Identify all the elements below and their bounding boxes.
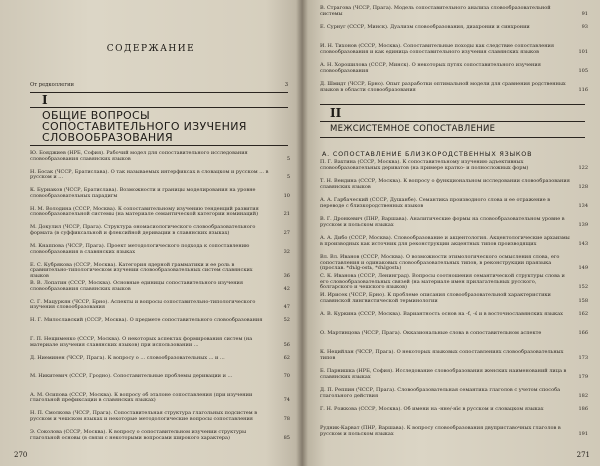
right-page xyxy=(302,0,600,466)
toc-entry-text: А. В. Куркина (СССР, Москва). Вариантность основ на -ť, -ś и в восточнославянских языках xyxy=(320,311,563,317)
section-title-line-1: ОБЩИЕ ВОПРОСЫ xyxy=(42,109,150,122)
toc-entry-text: Г. Н. Рожкова (СССР, Москва). Об имени на -нне/-нїє в русском и словацком языках xyxy=(320,406,544,412)
toc-entry-text: Н. Г. Милославский (СССР, Москва). О предмете сопоставительного словообразования xyxy=(30,317,263,324)
toc-entry-text: Рудник-Карват (ПНР, Варшава). К вопросу словообразования двуприставочных глаголов в русском и польском языках xyxy=(320,425,561,437)
toc-entry xyxy=(30,188,290,199)
section-rule-bottom xyxy=(30,145,288,146)
toc-entry-text: И. Ирисек (ЧССР, Брно). К проблеме описания словообразовательной характеристики славянской лингвистической терминологии xyxy=(320,292,551,304)
toc-entry xyxy=(30,151,290,162)
toc-entry-text: Б. Парнишка (НРБ, София). Исследование словообразования женских наименований лица в славянских языках xyxy=(320,368,567,380)
toc-entry-text: К. Буриаков (ЧССР, Братислава). Возможности и границы моделирования на уровне словообразовательных парадигм xyxy=(30,187,256,199)
toc-entry-text: Т. Н. Вендина (СССР, Москва). К вопросу о функциональном исследовании словообразования славянских языков xyxy=(320,178,570,190)
section-rule-mid xyxy=(30,107,288,108)
toc-entry-text: Вл. Вл. Иванов (СССР, Москва). О возможности этимологического осмысления слова, его сопоставления и одинаковых словообразовательных типов, в реконструкции праязыка (прослав. *dъlg-ostь, *dъlgostь) xyxy=(320,254,560,272)
toc-entry-text: О. Мартинцова (ЧССР, Прага). Окказиональные слова в сопоставительном аспекте xyxy=(320,330,542,336)
toc-entry-text: М. Докулил (ЧССР, Прага). Структура ономасиологического словообразовательного формата (в суффиксальной и флексийной деривации в славянских языках) xyxy=(30,224,256,236)
toc-entry-page: 134 xyxy=(578,202,588,209)
toc-entry-text: И. Н. Тихонов (СССР, Москва). Сопоставительные походы как следствие сопоставления словообразования и как единица сопоставительного изучения славянских языков xyxy=(320,43,555,55)
toc-entry-text: Д. П. Реппин (ЧССР, Прага). Словообразовательная семантика глаголов с учетом способа глагольного действия xyxy=(320,387,561,399)
editor-line xyxy=(30,82,288,88)
toc-entry-text: Е. Сурнуг (СССР, Минск). Дуализм словообразования, диахронии и синхронии xyxy=(320,24,530,30)
toc-entry-text: Е. С. Кубрякова (СССР, Москва). Категория ядерной грамматики и ее роль в сравнительно-типологическом изучении словообразовательных систем славянских языков xyxy=(30,261,253,279)
toc-entry xyxy=(320,236,588,247)
toc-entry-page: 5 xyxy=(286,174,290,181)
toc-entry-page: 70 xyxy=(283,373,290,380)
toc-entry-text: П. Г. Вахтина (СССР, Москва). К сопоставительному изучению адъективных словообразовательных дериватов (на примере кратко- и полносложных форм) xyxy=(320,159,529,171)
toc-entry-text: В. В. Лопатин (СССР, Москва). Основные единицы сопоставительного изучения словообразования славянских языков xyxy=(30,280,244,292)
toc-entry xyxy=(30,225,290,236)
toc-entry xyxy=(320,82,588,93)
section-title-line-2: СОПОСТАВИТЕЛЬНОГО ИЗУЧЕНИЯ xyxy=(42,120,247,133)
editor-line-text: От редколлегии xyxy=(30,82,75,88)
toc-entry xyxy=(30,356,290,362)
toc-entry-text: В. Страгова (ЧССР, Прага). Модель сопоставительного анализа словообразовательной системы xyxy=(320,5,551,17)
toc-entry-page: 36 xyxy=(283,272,290,279)
toc-entry xyxy=(320,274,588,291)
subsection-title: А. СОПОСТАВЛЕНИЕ БЛИЗКОРОДСТВЕННЫХ ЯЗЫКОВ xyxy=(322,150,533,158)
editor-line-page: 3 xyxy=(284,82,288,88)
toc-entry xyxy=(320,293,588,304)
toc-entry xyxy=(320,369,588,380)
contents-title: СОДЕРЖАНИЕ xyxy=(106,44,196,54)
toc-entry xyxy=(30,263,290,280)
toc-entry-text: Д. Шмидт (ЧССР, Брно). Опыт разработки оптимальной модели для сравнения родственных языков в области словообразования xyxy=(320,81,566,93)
toc-entry-page: 179 xyxy=(578,373,588,380)
toc-entry-text: А. А. Гарбаческий (СССР, Душанбе). Семантика производного слова и ее отражение в переводе с близкородственных языков xyxy=(320,197,551,209)
toc-entry-page: 32 xyxy=(283,248,290,255)
toc-entry-page: 166 xyxy=(578,330,588,336)
book-gutter xyxy=(296,0,308,466)
toc-entry-page: 139 xyxy=(578,221,588,228)
toc-entry-text: Н. Босак (ЧССР, Братислава). О так называемых интерфиксах в словацком и русском ... в русском и ... xyxy=(30,168,269,181)
toc-entry-page: 143 xyxy=(578,240,588,247)
toc-entry-page: 21 xyxy=(283,211,290,218)
toc-entry-text: Г. П. Нещименко (СССР, Москва). О некоторых аспектах формирования систем (на материале изучения славянских языков) при использовании ... xyxy=(30,336,253,348)
toc-entry-page: 162 xyxy=(578,311,588,317)
toc-entry-page: 191 xyxy=(578,430,588,437)
toc-entry-page: 182 xyxy=(578,392,588,399)
right-section-rule-bottom xyxy=(320,137,585,138)
toc-entry-text: С. Г. Мацуркян (ЧССР, Брно). Аспекты и вопросы сопоставительно-типологического изучения словообразования xyxy=(30,298,256,311)
toc-entry-page: 27 xyxy=(283,229,290,236)
toc-entry-page: 5 xyxy=(286,155,290,162)
right-section-title: МЕЖСИСТЕМНОЕ СОПОСТАВЛЕНИЕ xyxy=(330,124,496,134)
toc-entry-page: 149 xyxy=(578,265,588,272)
toc-entry xyxy=(30,374,290,380)
toc-entry-page: 85 xyxy=(283,434,290,441)
right-section-rule-top xyxy=(320,104,585,105)
toc-entry xyxy=(320,160,588,171)
toc-entry-text: К. Нецийлан (ЧССР, Прага). О некоторых языковых сопоставлениях словообразовательных типов xyxy=(320,349,564,361)
toc-entry-page: 101 xyxy=(578,48,588,55)
toc-entry xyxy=(320,312,588,318)
toc-entry xyxy=(30,170,290,181)
toc-entry-text: А. А. Дибо (СССР, Москва). Словообразование и акцентология. Акцентологические архаизмы в производных как источник для реконструкции акцентных типов производящих xyxy=(320,235,570,247)
toc-entry-text: В. Г. Дронкевич (ПНР, Варшава). Аналитические формы на словообразовательном уровне в русском и польском языках xyxy=(320,216,565,228)
toc-entry-text: Н. П. Смолкова (ЧССР, Прага). Сопоставительная структура глагольных подсистем в русском и чешском языках и некоторые методологические вопросы сопоставления xyxy=(30,410,258,422)
toc-entry xyxy=(320,388,588,399)
toc-entry xyxy=(320,198,588,209)
toc-entry xyxy=(30,300,290,311)
toc-entry-text: С. К. Иванова (СССР, Ленинград). Вопросы соотношения семантической структуры слова и его словообразовательных связей (на материале имен прилагательных русского, болгарского и чешского языков) xyxy=(320,273,565,291)
toc-entry xyxy=(30,318,290,324)
section-title-line-3: СЛОВООБРАЗОВАНИЯ xyxy=(42,131,173,144)
toc-entry-page: 122 xyxy=(578,164,588,171)
toc-entry xyxy=(320,63,588,74)
toc-entry-page: 10 xyxy=(283,192,290,199)
toc-entry-page: 116 xyxy=(578,86,588,93)
toc-entry xyxy=(320,426,588,437)
toc-entry-page: 128 xyxy=(578,183,588,190)
toc-entry-page: 42 xyxy=(283,285,290,292)
toc-entry-text: А. М. Осипова (СССР, Москва). К вопросу об эталоне сопоставления (при изучении глагольной префиксации в славянских языках) xyxy=(30,391,253,404)
toc-entry-text: Ю. Бояджиев (НРБ, София). Рабочий модел для сопоставительного исследования словообразования славянских языков xyxy=(30,150,248,162)
toc-entry-page: 52 xyxy=(283,317,290,324)
toc-entry xyxy=(320,179,588,190)
toc-entry xyxy=(30,207,290,218)
toc-entry xyxy=(320,350,588,361)
toc-entry-page: 158 xyxy=(578,297,588,304)
section-number: I xyxy=(42,93,48,107)
toc-entry xyxy=(30,430,290,441)
right-section-number: II xyxy=(330,106,342,120)
toc-entry xyxy=(320,6,588,17)
toc-entry xyxy=(320,255,588,272)
page-number-right: 271 xyxy=(576,451,590,459)
toc-entry xyxy=(30,411,290,422)
toc-entry-text: М. Кнаппова (ЧССР, Прага). Проект методологического подхода к сопоставлению словообразования в славянских языках xyxy=(30,243,250,255)
toc-entry-page: 74 xyxy=(283,397,290,404)
right-section-rule-mid xyxy=(320,121,585,122)
toc-entry-page: 105 xyxy=(578,67,588,74)
toc-entry-page: 152 xyxy=(578,284,588,291)
toc-entry-page: 186 xyxy=(578,406,588,412)
toc-entry xyxy=(320,331,588,337)
toc-entry xyxy=(30,281,290,292)
toc-entry-page: 91 xyxy=(581,10,588,17)
toc-entry-page: 56 xyxy=(283,341,290,348)
toc-entry xyxy=(320,25,588,31)
toc-entry-page: 78 xyxy=(283,415,290,422)
toc-entry-text: Д. Ниеминен (ЧССР, Прага). К вопросу о ... словообразовательных ... и ... xyxy=(30,354,225,361)
page-number-left: 270 xyxy=(14,451,28,459)
toc-entry-text: Э. Соколова (СССР, Москва). К вопросу о сопоставительном изучении структуры глагольной основы (в связи с некоторыми вопросами широкого характера) xyxy=(30,429,247,441)
toc-entry-text: Н. М. Володина (СССР, Москва). К сопоставительному изучению тенденций развития словообразовательной системы (на материале семантической категории номинаций) xyxy=(30,205,259,218)
toc-entry-page: 62 xyxy=(283,354,290,361)
toc-entry-page: 47 xyxy=(283,304,290,311)
toc-entry xyxy=(30,244,290,255)
toc-entry-text: М. Никитевич (СССР, Гродно). Сопоставительные проблемы деривации и ... xyxy=(30,373,233,380)
toc-entry xyxy=(30,337,290,348)
toc-entry xyxy=(320,217,588,228)
toc-entry-page: 173 xyxy=(578,354,588,361)
section-rule-top xyxy=(30,92,288,93)
toc-entry-page: 93 xyxy=(581,24,588,30)
toc-entry xyxy=(320,44,588,55)
toc-entry xyxy=(30,393,290,404)
toc-entry xyxy=(320,407,588,413)
toc-entry-text: А. Н. Хорошилова (СССР, Минск). О некоторых путях сопоставительного изучения словообразования xyxy=(320,62,541,74)
